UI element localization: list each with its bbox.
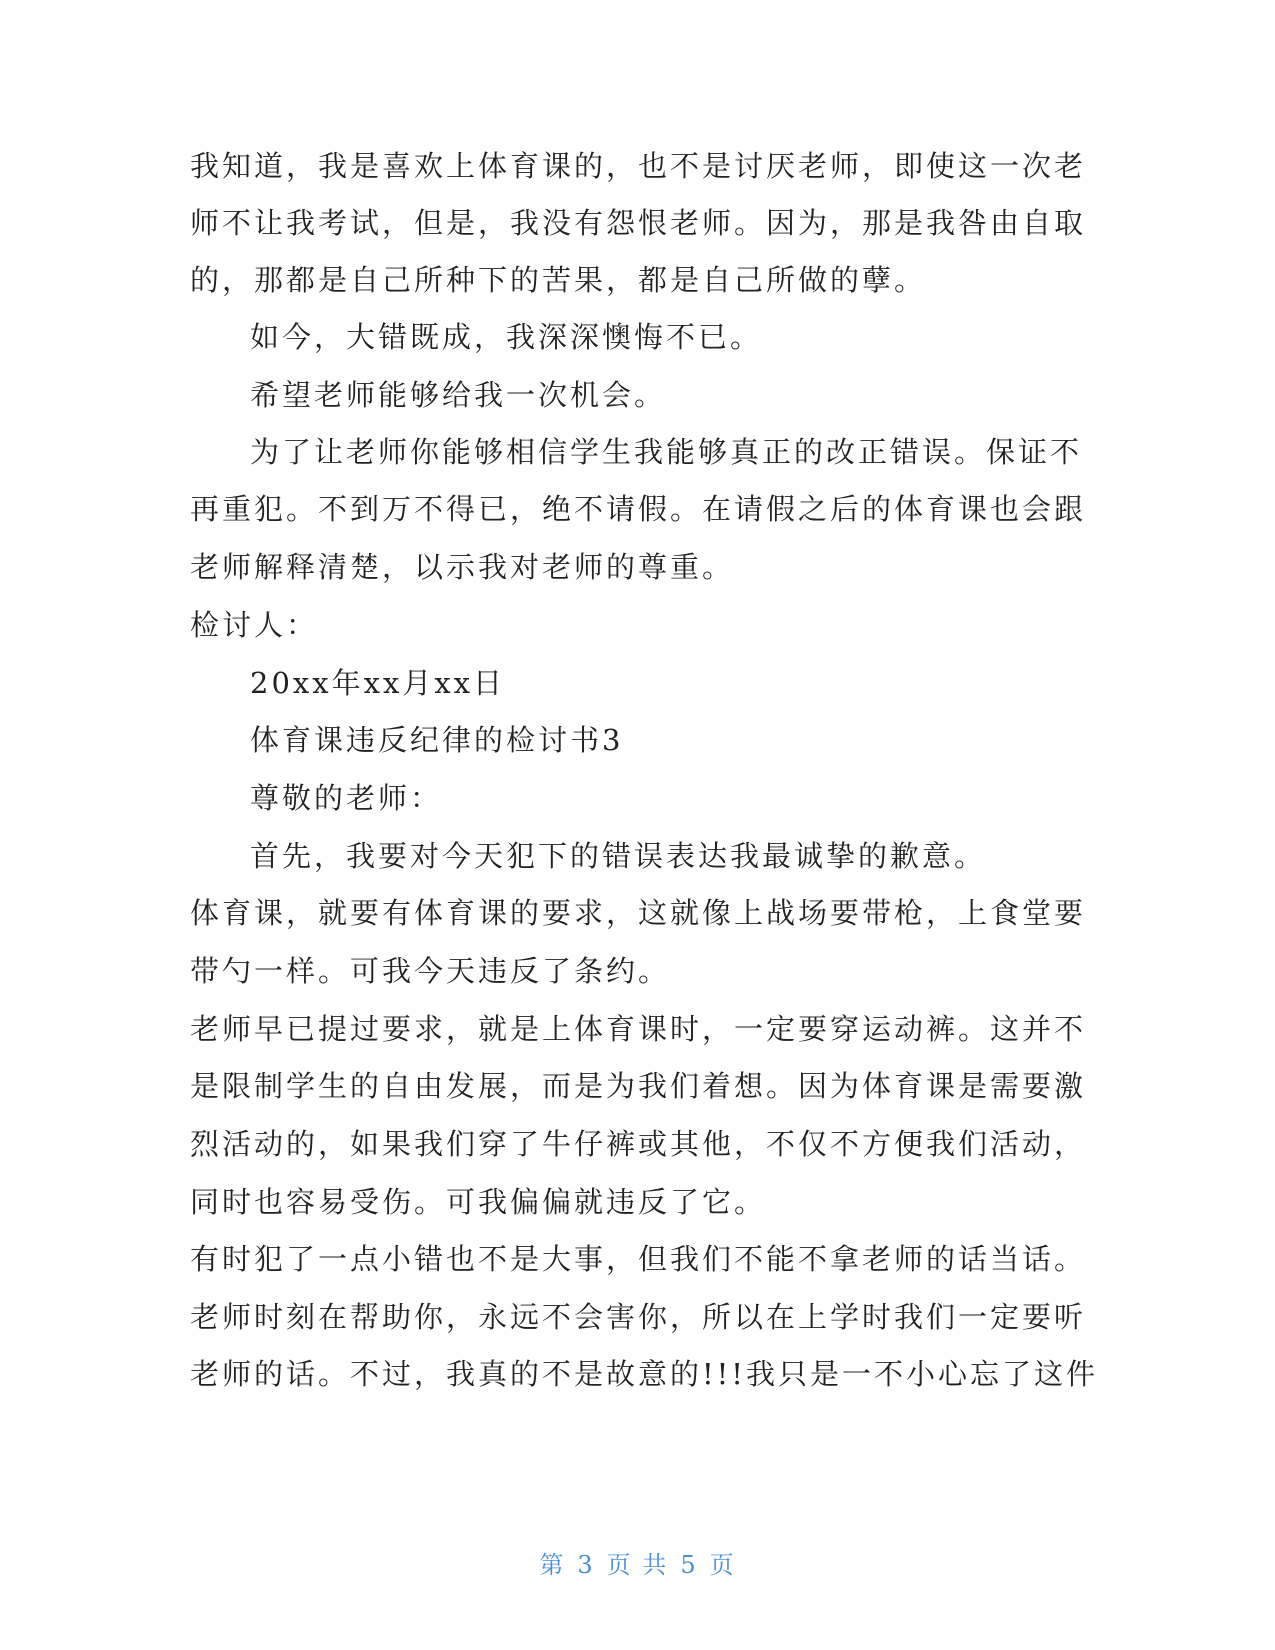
signature-label: 检讨人： <box>190 608 319 642</box>
paragraph-line: 老师的话。不过，我真的不是故意的!!!我只是一不小心忘了这件 <box>190 1357 1098 1391</box>
paragraph-line: 老师早已提过要求，就是上体育课时，一定要穿运动裤。这并不 <box>190 1012 1087 1046</box>
paragraph-line: 为了让老师你能够相信学生我能够真正的改正错误。保证不 <box>250 435 1083 469</box>
paragraph-line: 首先，我要对今天犯下的错误表达我最诚挚的歉意。 <box>250 839 987 873</box>
paragraph-line: 是限制学生的自由发展，而是为我们着想。因为体育课是需要激 <box>190 1069 1087 1103</box>
paragraph-line: 带勺一样。可我今天违反了条约。 <box>190 954 671 988</box>
footer-middle: 页 共 <box>606 1551 669 1579</box>
paragraph-line: 希望老师能够给我一次机会。 <box>250 378 667 412</box>
paragraph-line: 同时也容易受伤。可我偏偏就违反了它。 <box>190 1185 767 1219</box>
page-footer <box>0 1545 1275 1580</box>
total-pages-number: 5 <box>680 1551 698 1579</box>
paragraph-line: 体育课，就要有体育课的要求，这就像上战场要带枪，上食堂要 <box>190 896 1087 930</box>
paragraph-line: 师不让我考试，但是，我没有怨恨老师。因为，那是我咎由自取 <box>190 206 1087 240</box>
date-line: 20xx年xx月xx日 <box>250 666 506 700</box>
paragraph-line: 再重犯。不到万不得已，绝不请假。在请假之后的体育课也会跟 <box>190 492 1087 526</box>
paragraph-line: 有时犯了一点小错也不是大事，但我们不能不拿老师的话当话。 <box>190 1242 1087 1276</box>
paragraph-line: 老师解释清楚，以示我对老师的尊重。 <box>190 550 735 584</box>
section-title: 体育课违反纪律的检讨书3 <box>250 723 624 757</box>
salutation: 尊敬的老师： <box>250 781 443 815</box>
paragraph-line: 烈活动的，如果我们穿了牛仔裤或其他，不仅不方便我们活动， <box>190 1127 1087 1161</box>
footer-suffix: 页 <box>709 1551 736 1579</box>
paragraph-line: 如今，大错既成，我深深懊悔不已。 <box>250 320 763 354</box>
current-page-number: 3 <box>577 1551 595 1579</box>
paragraph-line: 我知道，我是喜欢上体育课的，也不是讨厌老师，即使这一次老 <box>190 149 1087 183</box>
footer-prefix: 第 <box>539 1551 566 1579</box>
paragraph-line: 的，那都是自己所种下的苦果，都是自己所做的孽。 <box>190 263 927 297</box>
paragraph-line: 老师时刻在帮助你，永远不会害你，所以在上学时我们一定要听 <box>190 1300 1087 1334</box>
